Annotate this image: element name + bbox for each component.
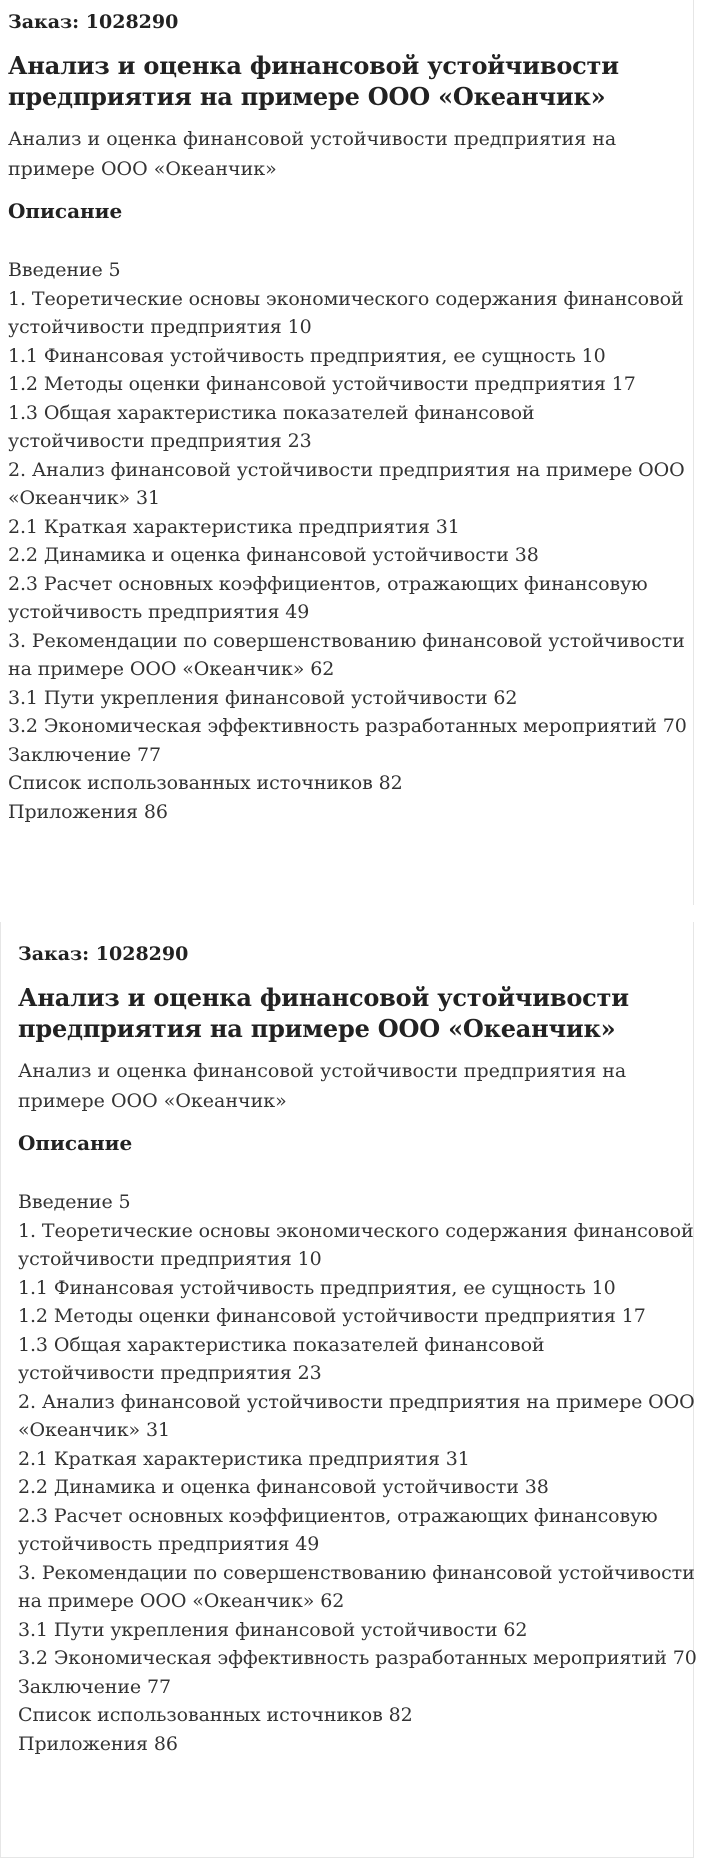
document-subtitle: [8, 124, 693, 184]
toc-line: 2.2 Динамика и оценка финансовой устойчивости 38: [8, 544, 539, 566]
toc-line: устойчивости предприятия 23: [18, 1362, 322, 1384]
table-of-contents: [8, 256, 688, 826]
toc-line: 2.1 Краткая характеристика предприятия 31: [18, 1447, 470, 1470]
toc-line: на примере ООО «Океанчик» 62: [18, 1590, 345, 1612]
order-number: Заказ: 1028290: [8, 11, 179, 33]
document-title-line: предприятия на примере ООО «Океанчик»: [8, 82, 606, 111]
document-subtitle-line: примере ООО «Океанчик»: [18, 1090, 287, 1112]
toc-line: 2.3 Расчет основных коэффициентов, отражающих финансовую: [18, 1504, 658, 1527]
document-subtitle: [18, 1056, 693, 1116]
document-title-line: Анализ и оценка финансовой устойчивости: [18, 983, 629, 1012]
document-title-line: Анализ и оценка финансовой устойчивости: [8, 51, 619, 80]
toc-line: устойчивости предприятия 10: [8, 316, 312, 338]
toc-line: «Океанчик» 31: [8, 487, 160, 509]
toc-line: 3.1 Пути укрепления финансовой устойчивости 62: [18, 1618, 528, 1641]
toc-line: Заключение 77: [8, 743, 161, 766]
document-title-line: предприятия на примере ООО «Океанчик»: [18, 1014, 616, 1043]
description-heading: Описание: [8, 199, 123, 223]
description-heading: Описание: [18, 1131, 133, 1155]
toc-line: устойчивости предприятия 23: [8, 430, 312, 452]
toc-line: устойчивость предприятия 49: [18, 1533, 320, 1555]
toc-line: 1.2 Методы оценки финансовой устойчивости предприятия 17: [8, 373, 636, 395]
toc-line: 1.1 Финансовая устойчивость предприятия, ее сущность 10: [8, 344, 606, 367]
toc-line: устойчивость предприятия 49: [8, 601, 310, 623]
toc-line: Заключение 77: [18, 1675, 171, 1698]
toc-line: 2.1 Краткая характеристика предприятия 31: [8, 515, 460, 538]
toc-line: 3.2 Экономическая эффективность разработанных мероприятий 70: [8, 715, 687, 737]
document-title: [8, 50, 693, 112]
toc-line: «Океанчик» 31: [18, 1419, 170, 1441]
table-of-contents: [18, 1188, 698, 1758]
toc-line: на примере ООО «Океанчик» 62: [8, 658, 335, 680]
toc-line: 2.2 Динамика и оценка финансовой устойчивости 38: [18, 1476, 549, 1498]
toc-line: Список использованных источников 82: [8, 772, 403, 794]
toc-line: 3. Рекомендации по совершенствованию финансовой устойчивости: [18, 1561, 695, 1584]
document-subtitle-line: Анализ и оценка финансовой устойчивости предприятия на: [18, 1060, 627, 1082]
toc-line: 1. Теоретические основы экономического содержания финансовой: [8, 287, 684, 310]
order-card-duplicate: [0, 922, 697, 1858]
document-title: [18, 982, 693, 1044]
toc-line: 3.2 Экономическая эффективность разработанных мероприятий 70: [18, 1647, 697, 1669]
toc-line: 2.3 Расчет основных коэффициентов, отражающих финансовую: [8, 572, 648, 595]
toc-line: устойчивости предприятия 10: [18, 1248, 322, 1270]
document-subtitle-line: Анализ и оценка финансовой устойчивости предприятия на: [8, 128, 617, 150]
toc-line: 3.1 Пути укрепления финансовой устойчивости 62: [8, 686, 518, 709]
order-number: Заказ: 1028290: [18, 943, 189, 965]
toc-line: Приложения 86: [18, 1732, 178, 1755]
toc-line: 2. Анализ финансовой устойчивости предприятия на примере ООО: [18, 1390, 695, 1413]
document-subtitle-line: примере ООО «Океанчик»: [8, 158, 277, 180]
toc-line: 3. Рекомендации по совершенствованию финансовой устойчивости: [8, 629, 685, 652]
toc-line: Введение 5: [8, 259, 121, 281]
toc-line: 1.3 Общая характеристика показателей финансовой: [18, 1333, 545, 1356]
toc-line: 1.2 Методы оценки финансовой устойчивости предприятия 17: [18, 1305, 646, 1327]
toc-line: 1.3 Общая характеристика показателей финансовой: [8, 401, 535, 424]
toc-line: Список использованных источников 82: [18, 1704, 413, 1726]
toc-line: Введение 5: [18, 1191, 131, 1213]
toc-line: Приложения 86: [8, 800, 168, 823]
order-card-primary: [0, 0, 694, 905]
toc-line: 1. Теоретические основы экономического содержания финансовой: [18, 1219, 694, 1242]
toc-line: 2. Анализ финансовой устойчивости предприятия на примере ООО: [8, 458, 685, 481]
toc-line: 1.1 Финансовая устойчивость предприятия, ее сущность 10: [18, 1276, 616, 1299]
